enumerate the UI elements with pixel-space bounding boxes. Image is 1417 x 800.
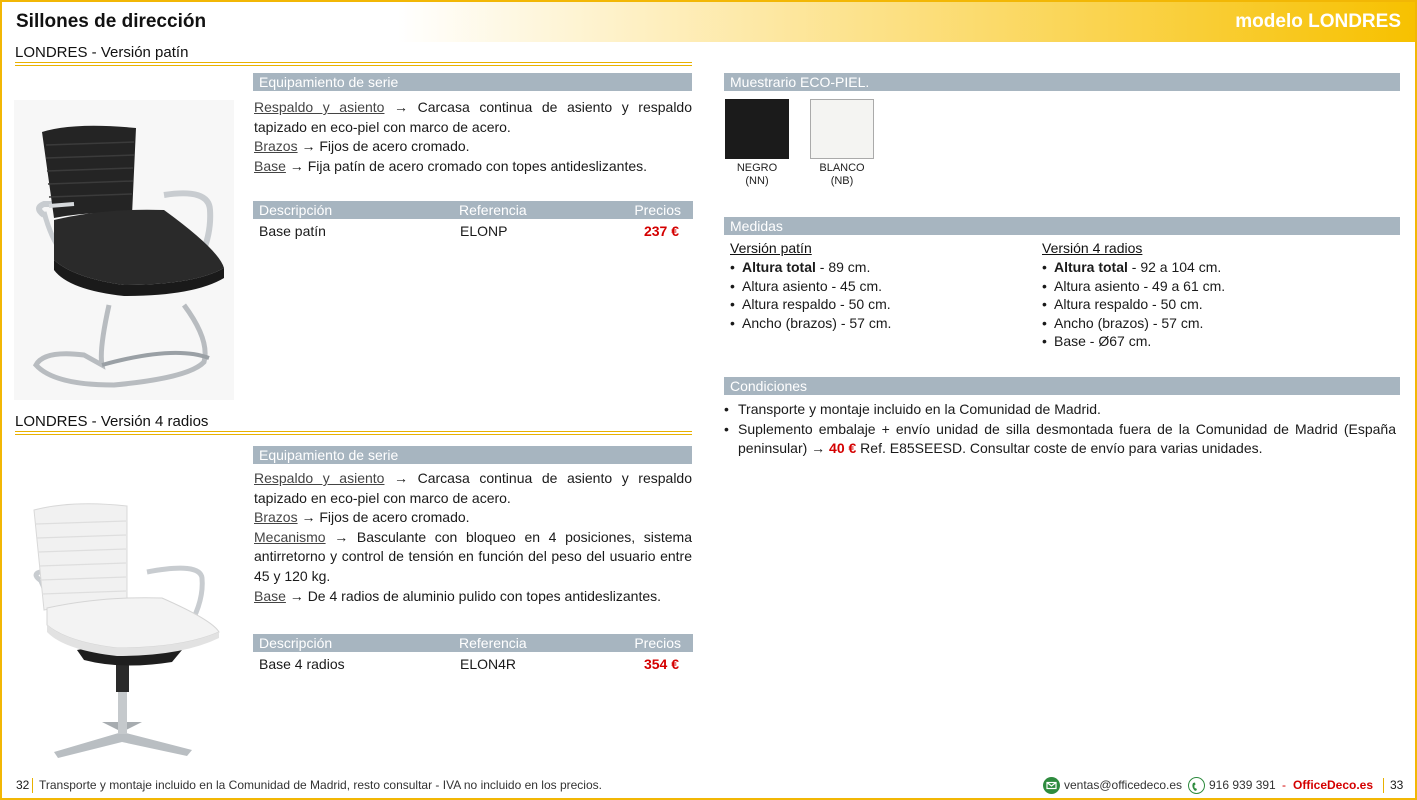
measure-value: - 92 a 104 cm. xyxy=(1127,259,1222,275)
section-title-patin: LONDRES - Versión patín xyxy=(15,44,189,61)
measure-value: Altura asiento - 49 a 61 cm. xyxy=(1054,277,1226,294)
equip-text: → Carcasa continua de asiento y respaldo tapizado en eco-piel con marco de acero. xyxy=(254,99,693,135)
equip-text: → De 4 radios de aluminio pulido con topes antideslizantes. xyxy=(285,587,662,604)
equip-item xyxy=(254,469,692,508)
condiciones-title: Condiciones xyxy=(724,377,1400,395)
gold-divider xyxy=(15,431,692,435)
list-item xyxy=(724,400,1396,420)
measure-value: Ancho (brazos) - 57 cm. xyxy=(742,314,892,331)
medidas-list-patin xyxy=(730,258,1020,332)
footer-brand-link[interactable]: OfficeDeco.es xyxy=(1293,778,1374,792)
table-row xyxy=(253,654,693,674)
row-reference: ELONP xyxy=(460,223,508,239)
measure-label: Altura total xyxy=(1054,259,1128,275)
col-reference: Referencia xyxy=(459,202,527,218)
footer-dash: - xyxy=(1282,778,1286,792)
equip-item xyxy=(254,587,692,607)
measure-value: Altura respaldo - 50 cm. xyxy=(742,296,891,313)
footer-email-link[interactable]: ventas@officedeco.es xyxy=(1064,778,1183,792)
row-price: 237 € xyxy=(643,223,679,239)
equip-label-link[interactable]: Brazos xyxy=(254,138,298,155)
measure-value: Altura asiento - 45 cm. xyxy=(742,277,883,294)
measure-value: - 89 cm. xyxy=(815,259,871,275)
list-item xyxy=(1042,314,1342,333)
list-item xyxy=(724,420,1396,459)
page-header xyxy=(2,2,1415,42)
equip-label-link[interactable]: Respaldo y asiento xyxy=(254,99,385,115)
chair-white-radios-image xyxy=(22,500,227,762)
measure-label: Altura total xyxy=(742,259,816,275)
page-number-left: 32 xyxy=(16,778,30,792)
equip-item xyxy=(254,528,692,587)
equip-list-patin xyxy=(254,98,692,176)
swatch-white[interactable] xyxy=(810,99,874,159)
medidas-heading-radios: Versión 4 radios xyxy=(1042,240,1143,256)
condition-text: Suplemento embalaje + envío unidad de silla desmontada fuera de la Comunidad de Madrid (España peninsular) → xyxy=(738,420,1396,456)
shipping-price: 40 € xyxy=(829,440,857,456)
medidas-title: Medidas xyxy=(724,217,1400,235)
list-item xyxy=(1042,332,1342,351)
row-description: Base 4 radios xyxy=(259,656,345,672)
swatch-name: NEGRO xyxy=(736,162,778,174)
equip-title-radios: Equipamiento de serie xyxy=(253,446,692,464)
list-item xyxy=(730,258,1020,277)
condiciones-list xyxy=(724,400,1396,459)
col-description: Descripción xyxy=(259,635,333,651)
row-reference: ELON4R xyxy=(460,656,517,672)
col-price: Precios xyxy=(634,635,681,651)
footer-divider xyxy=(32,778,33,793)
model-name: modelo LONDRES xyxy=(1235,11,1401,32)
equip-label-link[interactable]: Base xyxy=(254,587,286,604)
email-icon xyxy=(1043,777,1060,794)
page-number-right: 33 xyxy=(1390,778,1404,792)
row-price: 354 € xyxy=(643,656,679,672)
row-description: Base patín xyxy=(259,223,326,239)
footer-note: Transporte y montaje incluido en la Comunidad de Madrid, resto consultar - IVA no incluido en los precios. xyxy=(39,778,602,792)
phone-icon xyxy=(1188,777,1205,794)
measure-value: Altura respaldo - 50 cm. xyxy=(1054,296,1203,313)
swatch-label-black xyxy=(725,162,789,188)
equip-text: → Carcasa continua de asiento y respaldo tapizado en eco-piel con marco de acero. xyxy=(254,470,693,506)
equip-item xyxy=(254,98,692,137)
list-item xyxy=(730,295,1020,314)
swatch-label-white xyxy=(810,162,874,188)
swatch-code: (NB) xyxy=(830,175,854,187)
chair-black-patin-image xyxy=(14,100,234,400)
equip-list-radios xyxy=(254,469,692,606)
list-item xyxy=(1042,295,1342,314)
equip-item xyxy=(254,508,692,528)
equip-label-link[interactable]: Brazos xyxy=(254,509,298,526)
table-row xyxy=(253,221,693,241)
price-table-header-radios xyxy=(253,634,693,652)
condition-text: Transporte y montaje incluido en la Comunidad de Madrid. xyxy=(738,401,1101,417)
equip-text: → Basculante con bloqueo en 4 posiciones, sistema antirretorno y control de tensión en función del peso del usuario entre 45 y 120 kg. xyxy=(254,528,692,584)
equip-text: → Fija patín de acero cromado con topes antideslizantes. xyxy=(285,157,648,174)
list-item xyxy=(1042,277,1342,296)
equip-text: → Fijos de acero cromado. xyxy=(297,509,470,526)
footer-phone-link[interactable]: 916 939 391 xyxy=(1209,778,1276,792)
list-item xyxy=(730,277,1020,296)
equip-title-patin: Equipamiento de serie xyxy=(253,73,692,91)
swatch-name: BLANCO xyxy=(819,162,865,174)
page-footer xyxy=(0,773,1417,798)
medidas-list-radios xyxy=(1042,258,1342,351)
col-reference: Referencia xyxy=(459,635,527,651)
equip-label-link[interactable]: Mecanismo xyxy=(254,528,326,545)
medidas-heading-patin: Versión patín xyxy=(730,240,812,256)
col-price: Precios xyxy=(634,202,681,218)
muestrario-title: Muestrario ECO-PIEL. xyxy=(724,73,1400,91)
equip-item xyxy=(254,157,692,177)
list-item xyxy=(1042,258,1342,277)
swatch-black[interactable] xyxy=(725,99,789,159)
measure-value: Base - Ø67 cm. xyxy=(1054,333,1152,350)
footer-divider xyxy=(1383,778,1384,793)
page-title: Sillones de dirección xyxy=(16,11,207,32)
condition-text: Ref. E85SEESD. Consultar coste de envío para varias unidades. xyxy=(856,440,1263,456)
gold-divider xyxy=(15,62,692,66)
equip-item xyxy=(254,137,692,157)
equip-label-link[interactable]: Respaldo y asiento xyxy=(254,470,385,486)
measure-value: Ancho (brazos) - 57 cm. xyxy=(1054,314,1204,331)
col-description: Descripción xyxy=(259,202,333,218)
list-item xyxy=(730,314,1020,333)
equip-text: → Fijos de acero cromado. xyxy=(297,138,470,155)
price-table-header-patin xyxy=(253,201,693,219)
swatch-code: (NN) xyxy=(745,175,769,187)
section-title-radios: LONDRES - Versión 4 radios xyxy=(15,413,209,430)
equip-label-link[interactable]: Base xyxy=(254,157,286,174)
